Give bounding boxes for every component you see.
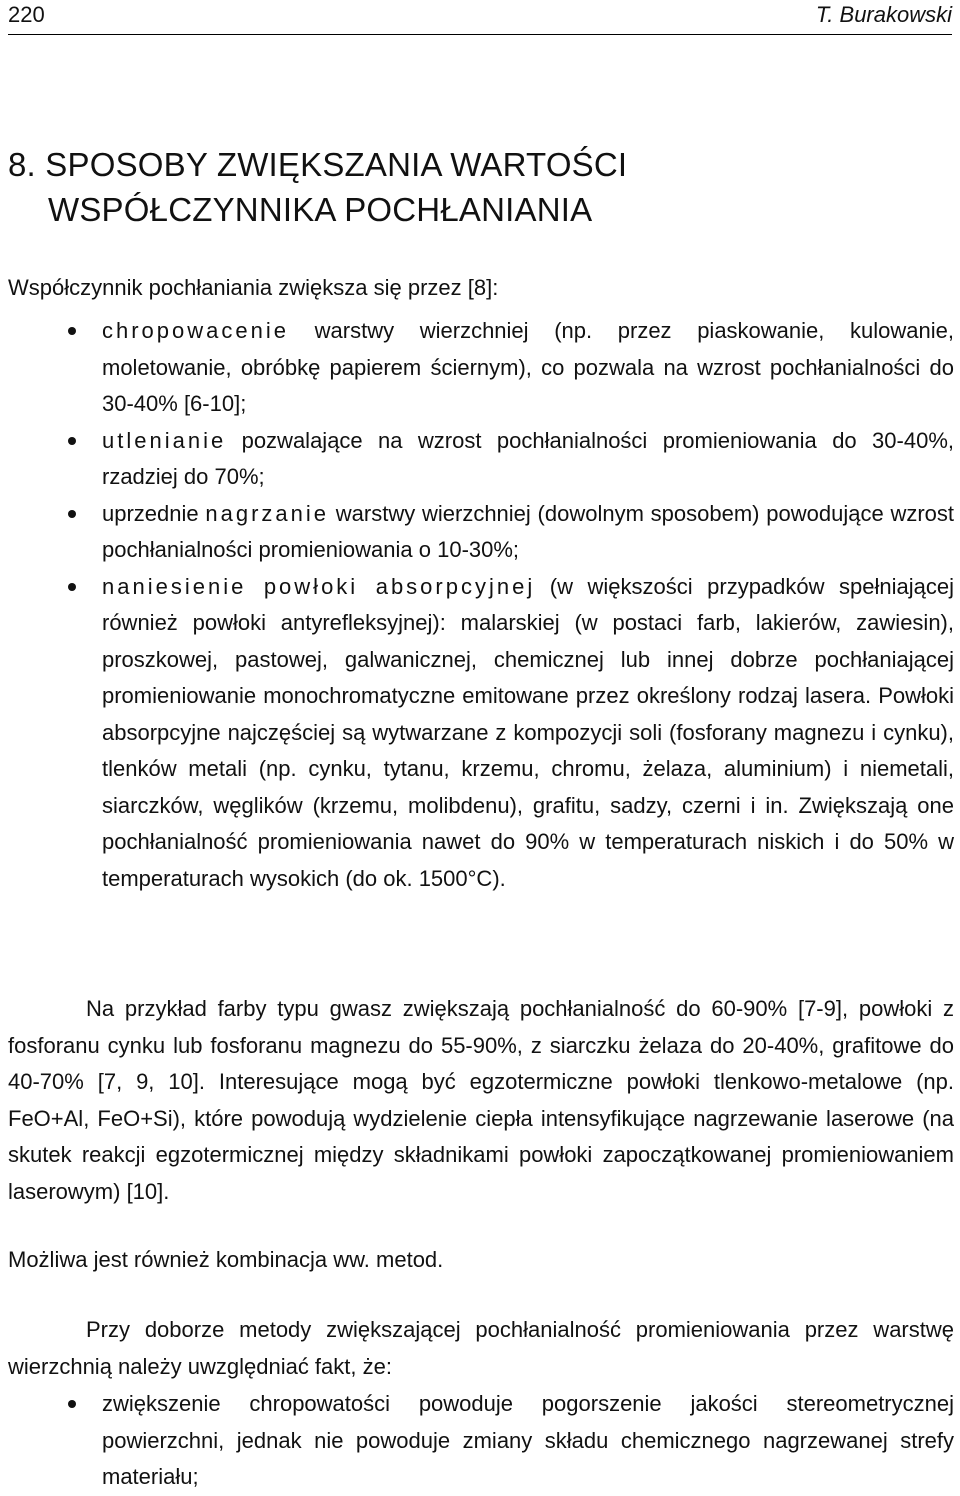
method-description: warstwy wierzchniej (np. przez piaskowanie, kulowanie, moletowanie, obróbkę papierem ściernym), co pozwala na wzrost pochłanialności do 30-40% [6-10]; [102,318,954,416]
fact-text: zwiększenie chropowatości powoduje pogorszenie jakości stereometrycznej powierzchni, jednak nie powoduje zmiany składu chemicznego nagrzewanej strefy materiału; [102,1391,954,1489]
method-term: utlenianie [102,427,227,453]
method-term: naniesienie powłoki absorpcyjnej [102,573,536,599]
method-term: chropowacenie [102,318,289,343]
example-paragraph: Na przykład farby typu gwasz zwiększają pochłanialność do 60-90% [7-9], powłoki z fosforanu cynku lub fosforanu magnezu do 55-90%, z siarczku żelaza do 20-40%, grafitowe do 40-70% [7, 9, 10]. Interesujące mogą być egzotermiczne powłoki tlenkowo-metalowe (np. FeO+Al, FeO+Si), które powodują wydzielenie ciepła intensyfikujące nagrzewanie laserowe (na skutek reakcji egzotermicznej między składnikami powłoki zapoczątkowanej promieniowaniem laserowym) [10]. [8,996,954,1204]
list-item [8,313,954,423]
method-term: nagrzanie [205,500,330,526]
section-title [8,142,627,232]
running-author: T. Burakowski [815,2,952,27]
page-header [8,0,952,35]
method-description: warstwy wierzchniej (dowolnym sposobem) powodujące wzrost pochłanialności promieniowania o 10-30%; [102,500,954,562]
bullet-icon [68,327,76,335]
list-item [8,423,954,496]
facts-list [8,1386,954,1496]
bullet-icon [68,437,76,445]
combination-paragraph: Możliwa jest również kombinacja ww. metod. [8,1247,444,1272]
list-item [8,496,954,569]
bullet-icon [68,1400,76,1408]
intro-paragraph: Współczynnik pochłaniania zwiększa się przez [8]: [8,275,499,300]
selection-paragraph: Przy doborze metody zwiększającej pochłanialność promieniowania przez warstwę wierzchnią należy uwzględniać fakt, że: [8,1317,954,1379]
section-title-line-1: 8. SPOSOBY ZWIĘKSZANIA WARTOŚCI [8,146,628,183]
page-number: 220 [8,2,45,27]
bullet-icon [68,510,76,518]
bullet-icon [68,583,76,591]
method-description: (w większości przypadków spełniającej również powłoki antyrefleksyjnej): malarskiej (w postaci farb, lakierów, zawiesin), proszkowej, pastowej, galwanicznej, chemicznej lub innej dobrze pochłaniającej promieniowanie monochromatyczne emitowane przez określony rodzaj lasera. Powłoki absorpcyjne najczęściej są wytwarzane z kompozycji soli (fosforany magnezu i cynku), tlenków metali (np. cynku, tytanu, krzemu, chromu, żelaza, aluminium) i niemetali, siarczków, węglików (krzemu, molibdenu), grafitu, sadzy, czerni i in. Zwiększają one pochłanialność promieniowania nawet do 90% w temperaturach niskich i do 50% w temperaturach wysokich (do ok. 1500°C). [102,573,954,891]
section-title-line-2: WSPÓŁCZYNNIKA POCHŁANIANIA [48,191,593,228]
list-item [8,569,954,898]
list-item [8,1386,954,1496]
method-prefix: uprzednie [102,500,206,526]
methods-list [8,313,954,897]
method-description: pozwalające na wzrost pochłanialności promieniowania do 30-40%, rzadziej do 70%; [102,427,954,489]
